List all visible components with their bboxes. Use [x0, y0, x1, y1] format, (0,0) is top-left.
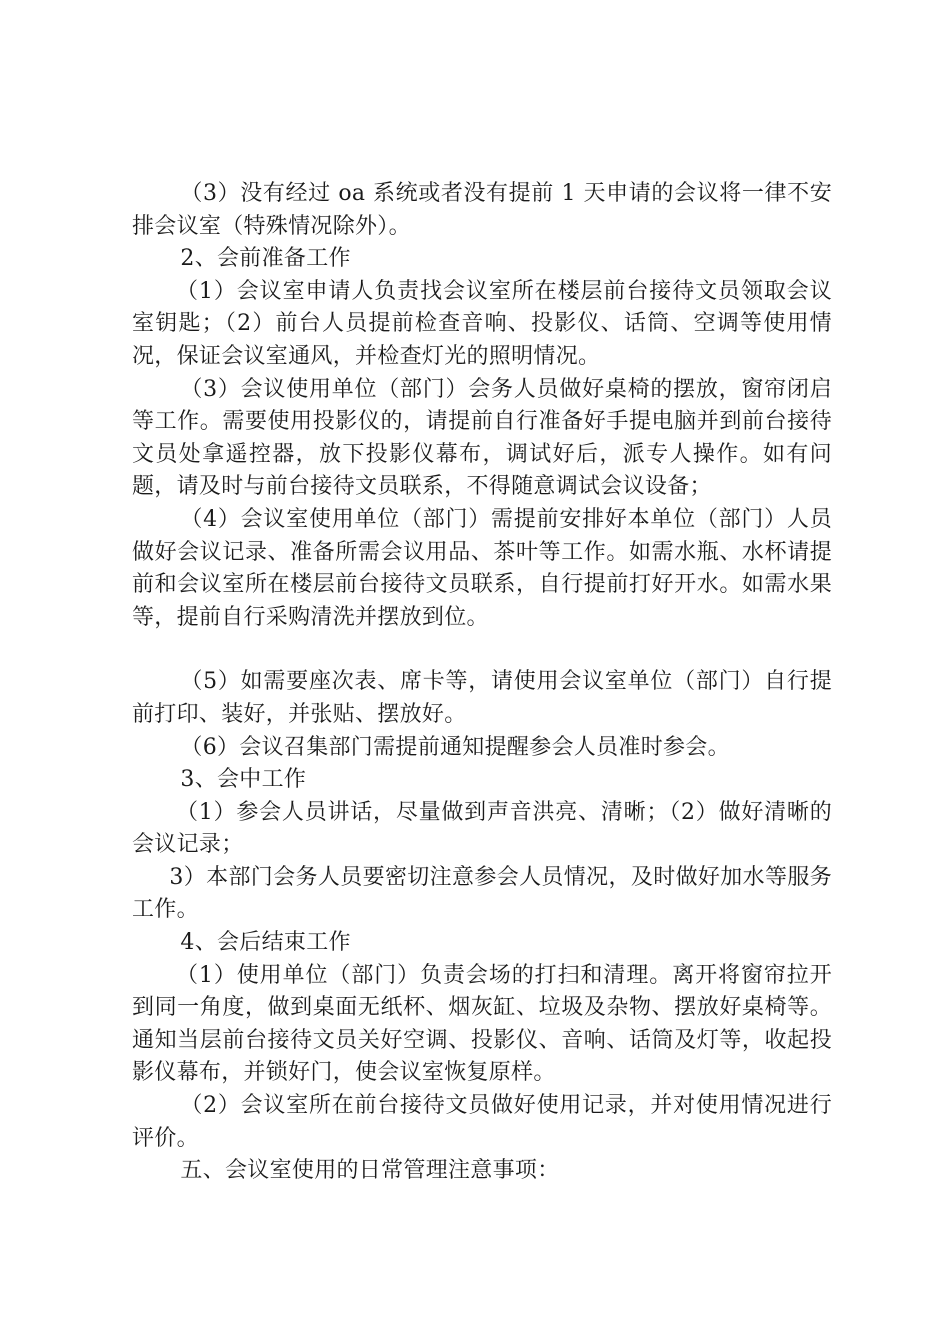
paragraph-cleanup: （1）使用单位（部门）负责会场的打扫和清理。离开将窗帘拉开到同一角度，做到桌面无纸杯、烟灰缸、垃圾及杂物、摆放好桌椅等。通知当层前台接待文员关好空调、投影仪、音响、话筒及灯等，收起投影仪幕布，并锁好门，使会议室恢复原样。 — [132, 962, 832, 1086]
paragraph-minutes-and-supplies: （4）会议室使用单位（部门）需提前安排好本单位（部门）人员做好会议记录、准备所需会议用品、茶叶等工作。如需水瓶、水杯请提前和会议室所在楼层前台接待文员联系，自行提前打好开水。如需水果等，提前自行采购清洗并摆放到位。 — [132, 506, 832, 630]
paragraph-speaking-and-minutes: （1）参会人员讲话，尽量做到声音洪亮、清晰；（2）做好清晰的会议记录； — [132, 799, 832, 858]
paragraph-seating-and-projector: （3）会议使用单位（部门）会务人员做好桌椅的摆放，窗帘闭启等工作。需要使用投影仪的，请提前自行准备好手提电脑并到前台接待文员处拿遥控器，放下投影仪幕布，调试好后，派专人操作。如有问题，请及时与前台接待文员联系，不得随意调试会议设备； — [132, 376, 832, 500]
heading-pre-meeting-prep: 2、会前准备工作 — [180, 246, 351, 272]
heading-during-meeting: 3、会中工作 — [180, 767, 307, 793]
paragraph-usage-record: （2）会议室所在前台接待文员做好使用记录，并对使用情况进行评价。 — [132, 1093, 832, 1151]
paragraph-spacer — [132, 634, 832, 666]
heading-daily-management: 五、会议室使用的日常管理注意事项： — [180, 1158, 560, 1184]
paragraph-seating-chart: （5）如需要座次表、席卡等，请使用会议室单位（部门）自行提前打印、装好，并张贴、摆放好。 — [132, 669, 832, 727]
heading-post-meeting: 4、会后结束工作 — [180, 930, 351, 956]
paragraph-notify-attendees: （6）会议召集部门需提前通知提醒参会人员准时参会。 — [180, 734, 730, 760]
paragraph-attendee-service: 3）本部门会务人员要密切注意参会人员情况，及时做好加水等服务工作。 — [132, 864, 832, 923]
paragraph-key-and-equipment-check: （1）会议室申请人负责找会议室所在楼层前台接待文员领取会议室钥匙；（2）前台人员提前检查音响、投影仪、话筒、空调等使用情况，保证会议室通风，并检查灯光的照明情况。 — [132, 278, 832, 369]
paragraph-no-oa-booking: （3）没有经过 oa 系统或者没有提前 1 天申请的会议将一律不安排会议室（特殊情况除外）。 — [132, 181, 832, 239]
document-body — [132, 178, 832, 1188]
